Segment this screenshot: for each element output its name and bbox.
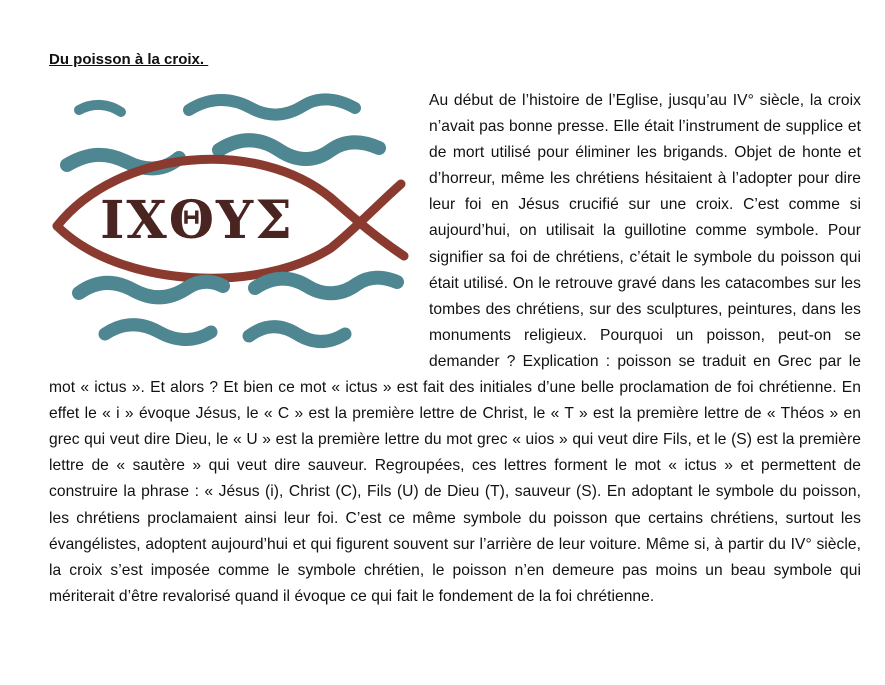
wave-stroke — [105, 325, 211, 340]
wave-stroke — [189, 99, 355, 114]
wave-stroke — [79, 282, 223, 298]
ichthys-fish-illustration — [49, 88, 415, 363]
wave-stroke — [249, 327, 345, 342]
fish-letters: IXΘYΣ — [100, 190, 294, 251]
document-title: Du poisson à la croix. — [49, 51, 209, 68]
wave-stroke — [219, 140, 379, 159]
document-page — [49, 50, 861, 610]
wave-stroke — [255, 278, 397, 294]
wave-stroke — [79, 105, 121, 112]
body-paragraph: Au début de l’histoire de l’Eglise, jusqu’au IV° siècle, la croix n’avait pas bonne presse. Elle était l’instrument de supplice et de mort utilisé pour éliminer les brigands. Objet de honte et d’horreur, même les chrétiens hésitaient à l’adopter pour dire leur foi en Jésus crucifié sur une croix. C’est comme si aujourd’hui, on utilisait la guillotine comme symbole. Pour signifier sa foi de chrétiens, c’était le symbole du poisson qui était utilisé. On le retrouve gravé dans les catacombes sur les tombes des chrétiens, sur des sculptures, peintures, dans les monuments religieux. Pourquoi un poisson, peut-on se demander ? Explication : poisson se traduit en Grec par le mot « ictus ». Et alors ? Et bien ce mot « ictus » est fait des initiales d’une belle proclamation de foi chrétienne. En effet le « i » évoque Jésus, le « C » est la première lettre de Christ, le « T » est la première lettre de « Théos » en grec qui veut dire Dieu, le « U » est la première lettre du mot grec « uios » qui veut dire Fils, et le (S) est la première lettre de « sautère » qui veut dire sauveur. Regroupées, ces lettres forment le mot « ictus » et permettent de construire la phrase : « Jésus (i), Christ (C), Fils (U) de Dieu (T), sauveur (S). En adoptant le symbole du poisson, les chrétiens proclamaient ainsi leur foi. C’est ce même symbole du poisson que certains chrétiens, surtout les évangélistes, adoptent aujourd’hui et qui figurent souvent sur l’arrière de leur voiture. Même si, à partir du IV° siècle, la croix s’est imposée comme le symbole chrétien, le poisson n’en demeure pas moins un beau symbole qui mériterait d’être revalorisé quand il évoque ce qui fait le fondement de la foi chrétienne. — [49, 92, 861, 605]
